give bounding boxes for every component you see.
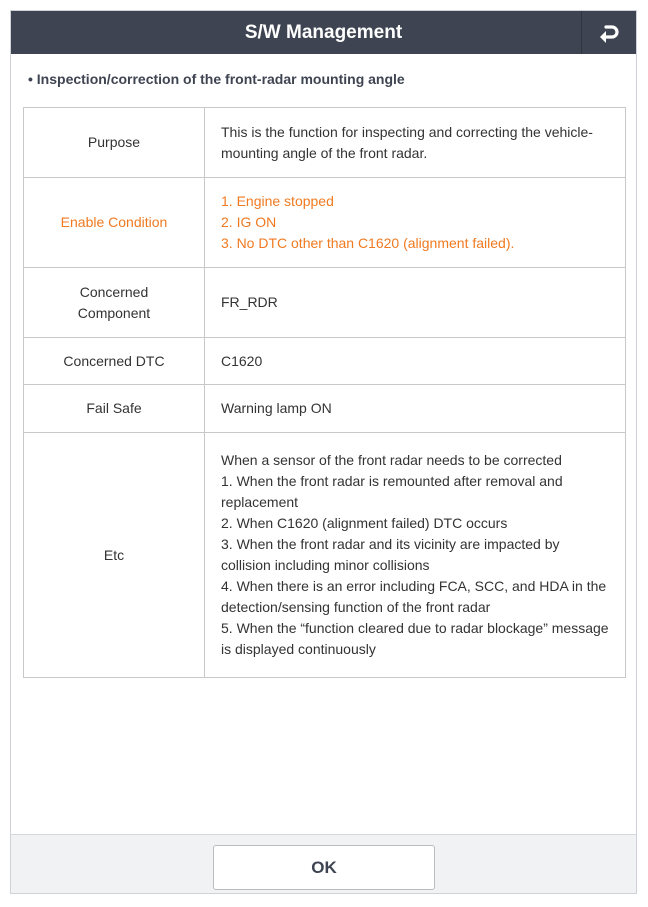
etc-line: 4. When there is an error including FCA, SCC, and HDA in the detection/sensing function of the front radar bbox=[221, 578, 607, 615]
dialog-footer bbox=[11, 834, 636, 893]
info-table bbox=[23, 107, 626, 678]
enable-condition-line: 2. IG ON bbox=[221, 214, 277, 230]
etc-line: When a sensor of the front radar needs to be corrected bbox=[221, 452, 562, 468]
concerned-component-value: FR_RDR bbox=[205, 268, 626, 338]
fail-safe-label: Fail Safe bbox=[24, 385, 205, 433]
enable-condition-line: 1. Engine stopped bbox=[221, 193, 334, 209]
table-row bbox=[24, 178, 626, 268]
concerned-component-label-line: Concerned bbox=[79, 283, 149, 300]
section-subtitle: • Inspection/correction of the front-radar mounting angle bbox=[28, 71, 405, 87]
concerned-component-label-line: Component bbox=[77, 304, 151, 321]
etc-line: 2. When C1620 (alignment failed) DTC occurs bbox=[221, 515, 508, 531]
enable-condition-label: Enable Condition bbox=[24, 178, 205, 268]
back-button[interactable] bbox=[581, 11, 636, 54]
purpose-value: This is the function for inspecting and correcting the vehicle-mounting angle of the front radar. bbox=[205, 108, 626, 178]
window-title: S/W Management bbox=[244, 22, 403, 43]
title-bar bbox=[11, 11, 636, 54]
enable-condition-value bbox=[205, 178, 626, 268]
sw-management-dialog bbox=[10, 10, 637, 894]
etc-line: 3. When the front radar and its vicinity are impacted by collision including minor collisions bbox=[221, 536, 560, 573]
ok-button[interactable]: OK bbox=[213, 845, 435, 890]
concerned-dtc-label: Concerned DTC bbox=[24, 338, 205, 385]
etc-line: 5. When the “function cleared due to radar blockage” message is displayed continuously bbox=[221, 620, 609, 657]
table-row bbox=[24, 385, 626, 433]
table-row bbox=[24, 268, 626, 338]
fail-safe-value: Warning lamp ON bbox=[205, 385, 626, 433]
etc-label: Etc bbox=[24, 433, 205, 678]
table-row bbox=[24, 433, 626, 678]
etc-value bbox=[205, 433, 626, 678]
table-row bbox=[24, 338, 626, 385]
return-arrow-icon bbox=[597, 22, 621, 44]
enable-condition-line: 3. No DTC other than C1620 (alignment failed). bbox=[221, 235, 515, 251]
table-row bbox=[24, 108, 626, 178]
etc-line: 1. When the front radar is remounted after removal and replacement bbox=[221, 473, 563, 510]
concerned-dtc-value: C1620 bbox=[205, 338, 626, 385]
concerned-component-label bbox=[24, 268, 205, 338]
purpose-label: Purpose bbox=[24, 108, 205, 178]
